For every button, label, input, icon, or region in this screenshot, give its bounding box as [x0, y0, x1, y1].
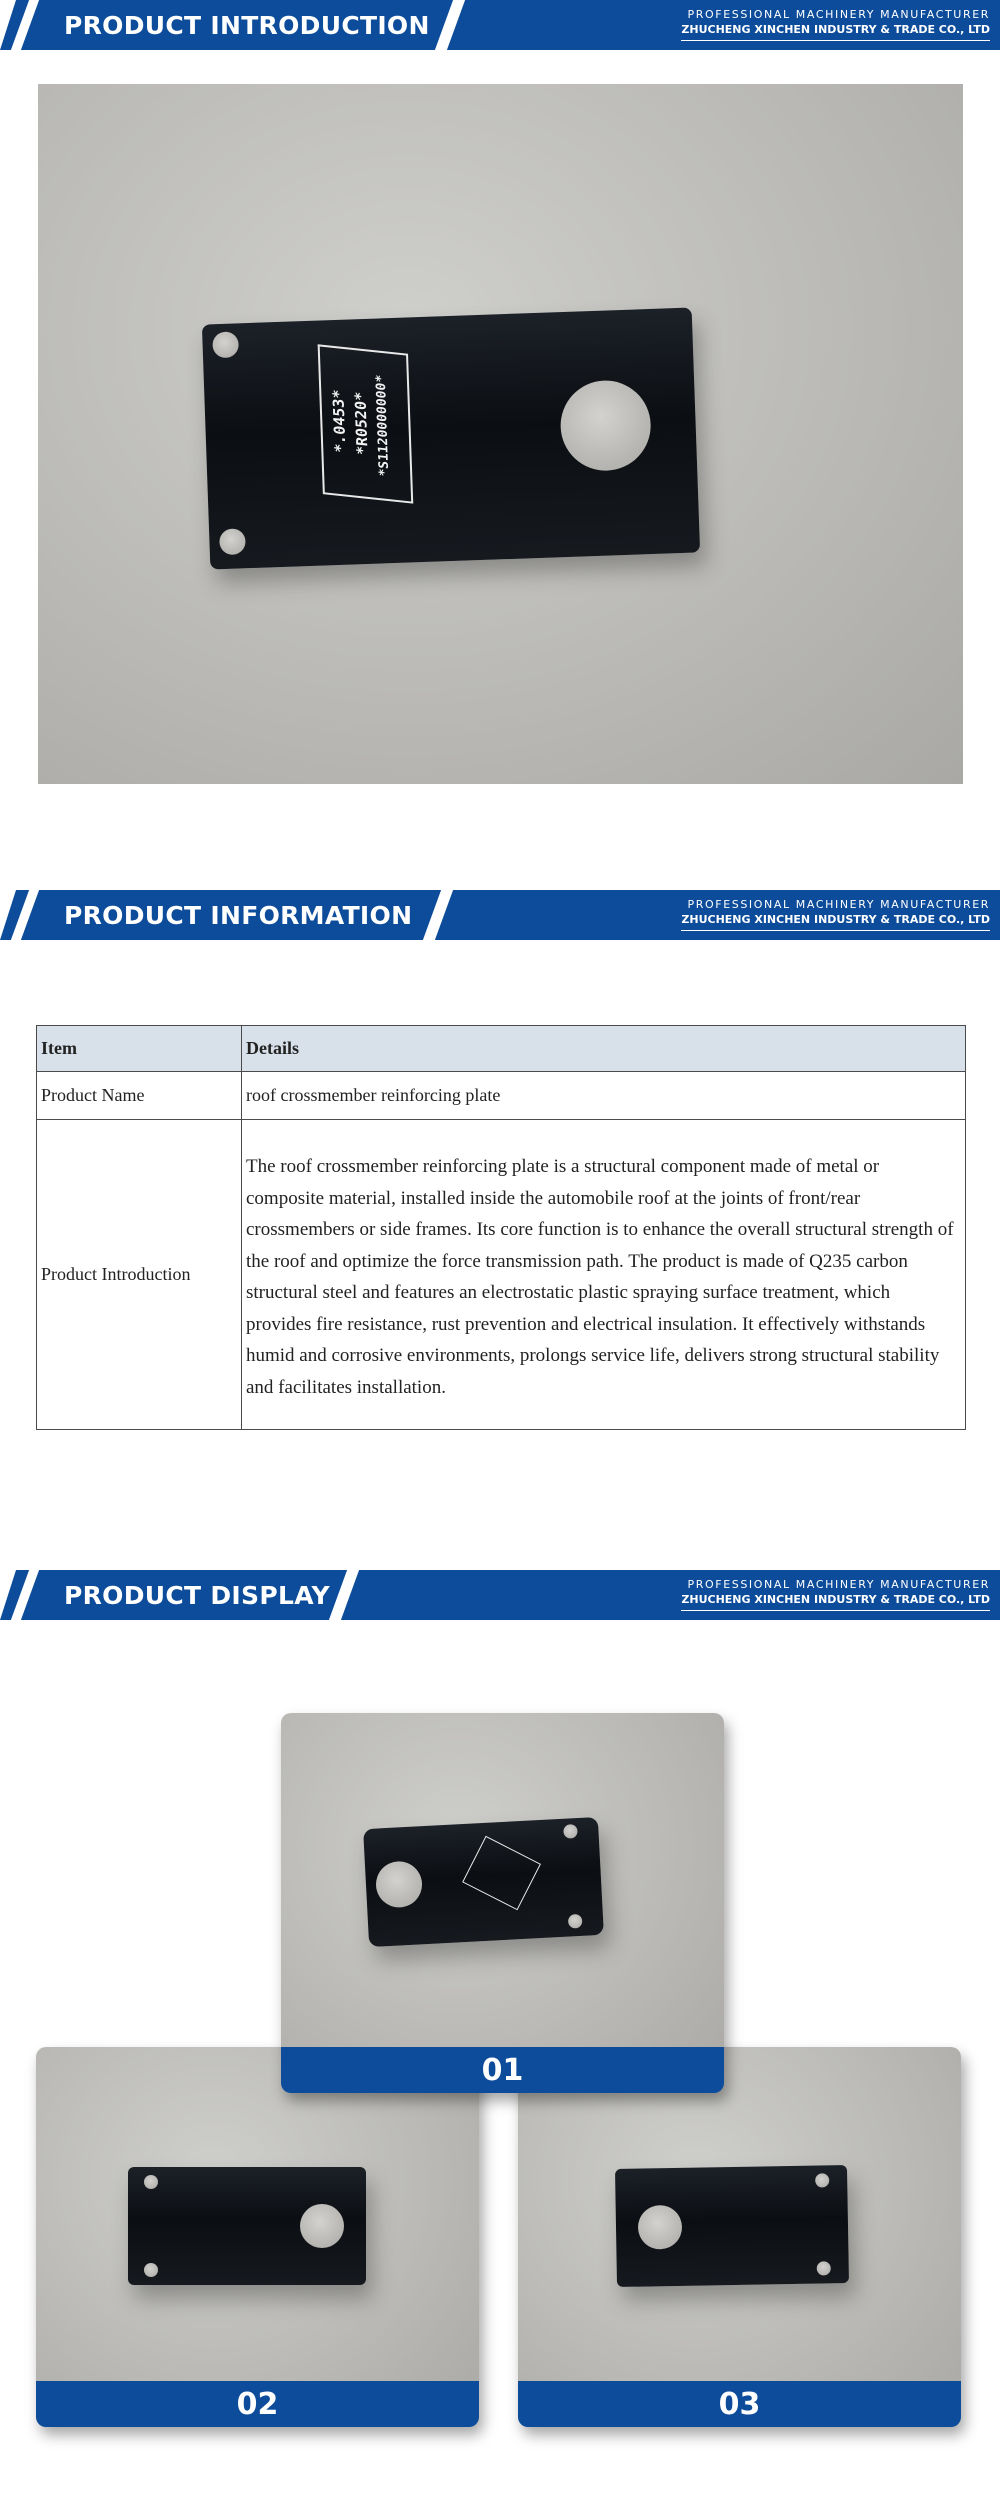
display-photo	[36, 2047, 479, 2427]
plate-slot	[568, 1914, 583, 1929]
tagline-line1: PROFESSIONAL MACHINERY MANUFACTURER	[687, 1578, 990, 1591]
reinforcing-plate	[202, 308, 700, 570]
reinforcing-plate	[615, 2165, 849, 2287]
stamp-line: *R0520*	[351, 391, 372, 457]
display-photo	[518, 2047, 961, 2427]
tagline-line2: ZHUCHENG XINCHEN INDUSTRY & TRADE CO., LTD	[681, 23, 990, 41]
display-photo	[281, 1713, 724, 2093]
plate-hole	[375, 1860, 423, 1908]
plate-slot	[815, 2173, 829, 2187]
tagline-line1: PROFESSIONAL MACHINERY MANUFACTURER	[687, 8, 990, 21]
header-item: Item	[37, 1026, 242, 1072]
reinforcing-plate	[363, 1817, 604, 1947]
stamp-line: *S1120000000*	[373, 374, 393, 478]
plate-slot	[144, 2175, 158, 2189]
section-title: PRODUCT INTRODUCTION	[64, 11, 430, 40]
section-banner-display	[0, 1570, 1000, 1620]
card-label: 01	[281, 2047, 724, 2093]
stamp-line: *.0453*	[329, 388, 350, 454]
tagline-line2: ZHUCHENG XINCHEN INDUSTRY & TRADE CO., LTD	[681, 913, 990, 931]
card-label: 03	[518, 2381, 961, 2427]
company-tagline	[681, 898, 990, 931]
header-details: Details	[242, 1026, 966, 1072]
display-card-02	[36, 2047, 479, 2427]
display-card-01	[281, 1713, 724, 2093]
plate-slot	[144, 2263, 158, 2277]
plate-slot	[563, 1824, 578, 1839]
company-tagline	[681, 1578, 990, 1611]
plate-slot	[817, 2261, 831, 2275]
product-info-table	[36, 1025, 966, 1430]
table-row	[37, 1120, 966, 1430]
row-details: roof crossmember reinforcing plate	[242, 1072, 966, 1120]
tagline-line1: PROFESSIONAL MACHINERY MANUFACTURER	[687, 898, 990, 911]
reinforcing-plate	[128, 2167, 366, 2285]
section-banner-intro	[0, 0, 1000, 50]
row-details: The roof crossmember reinforcing plate is a structural component made of metal or composite material, installed inside the automobile roof at the joints of front/rear crossmembers or side frames. Its core function is to enhance the overall structural strength of the roof and optimize the force transmission path. The product is made of Q235 carbon structural steel and features an electrostatic plastic spraying surface treatment, which provides fire resistance, rust prevention and electrical insulation. It effectively withstands humid and corrosive environments, prolongs service life, delivers strong structural stability and facilitates installation.	[242, 1120, 966, 1430]
card-label: 02	[36, 2381, 479, 2427]
section-title: PRODUCT DISPLAY	[64, 1581, 330, 1610]
section-banner-info	[0, 890, 1000, 940]
plate-hole	[638, 2205, 683, 2250]
part-number-stamp	[462, 1836, 541, 1910]
row-item: Product Introduction	[37, 1120, 242, 1430]
table-row	[37, 1072, 966, 1120]
plate-slot	[212, 331, 239, 358]
plate-slot	[219, 528, 246, 555]
company-tagline	[681, 8, 990, 41]
plate-hole	[300, 2204, 344, 2248]
row-item: Product Name	[37, 1072, 242, 1120]
display-card-03	[518, 2047, 961, 2427]
table-header-row	[37, 1026, 966, 1072]
tagline-line2: ZHUCHENG XINCHEN INDUSTRY & TRADE CO., LTD	[681, 1593, 990, 1611]
part-number-stamp	[318, 344, 414, 503]
section-title: PRODUCT INFORMATION	[64, 901, 413, 930]
plate-hole	[559, 379, 652, 472]
main-product-photo	[38, 84, 963, 784]
